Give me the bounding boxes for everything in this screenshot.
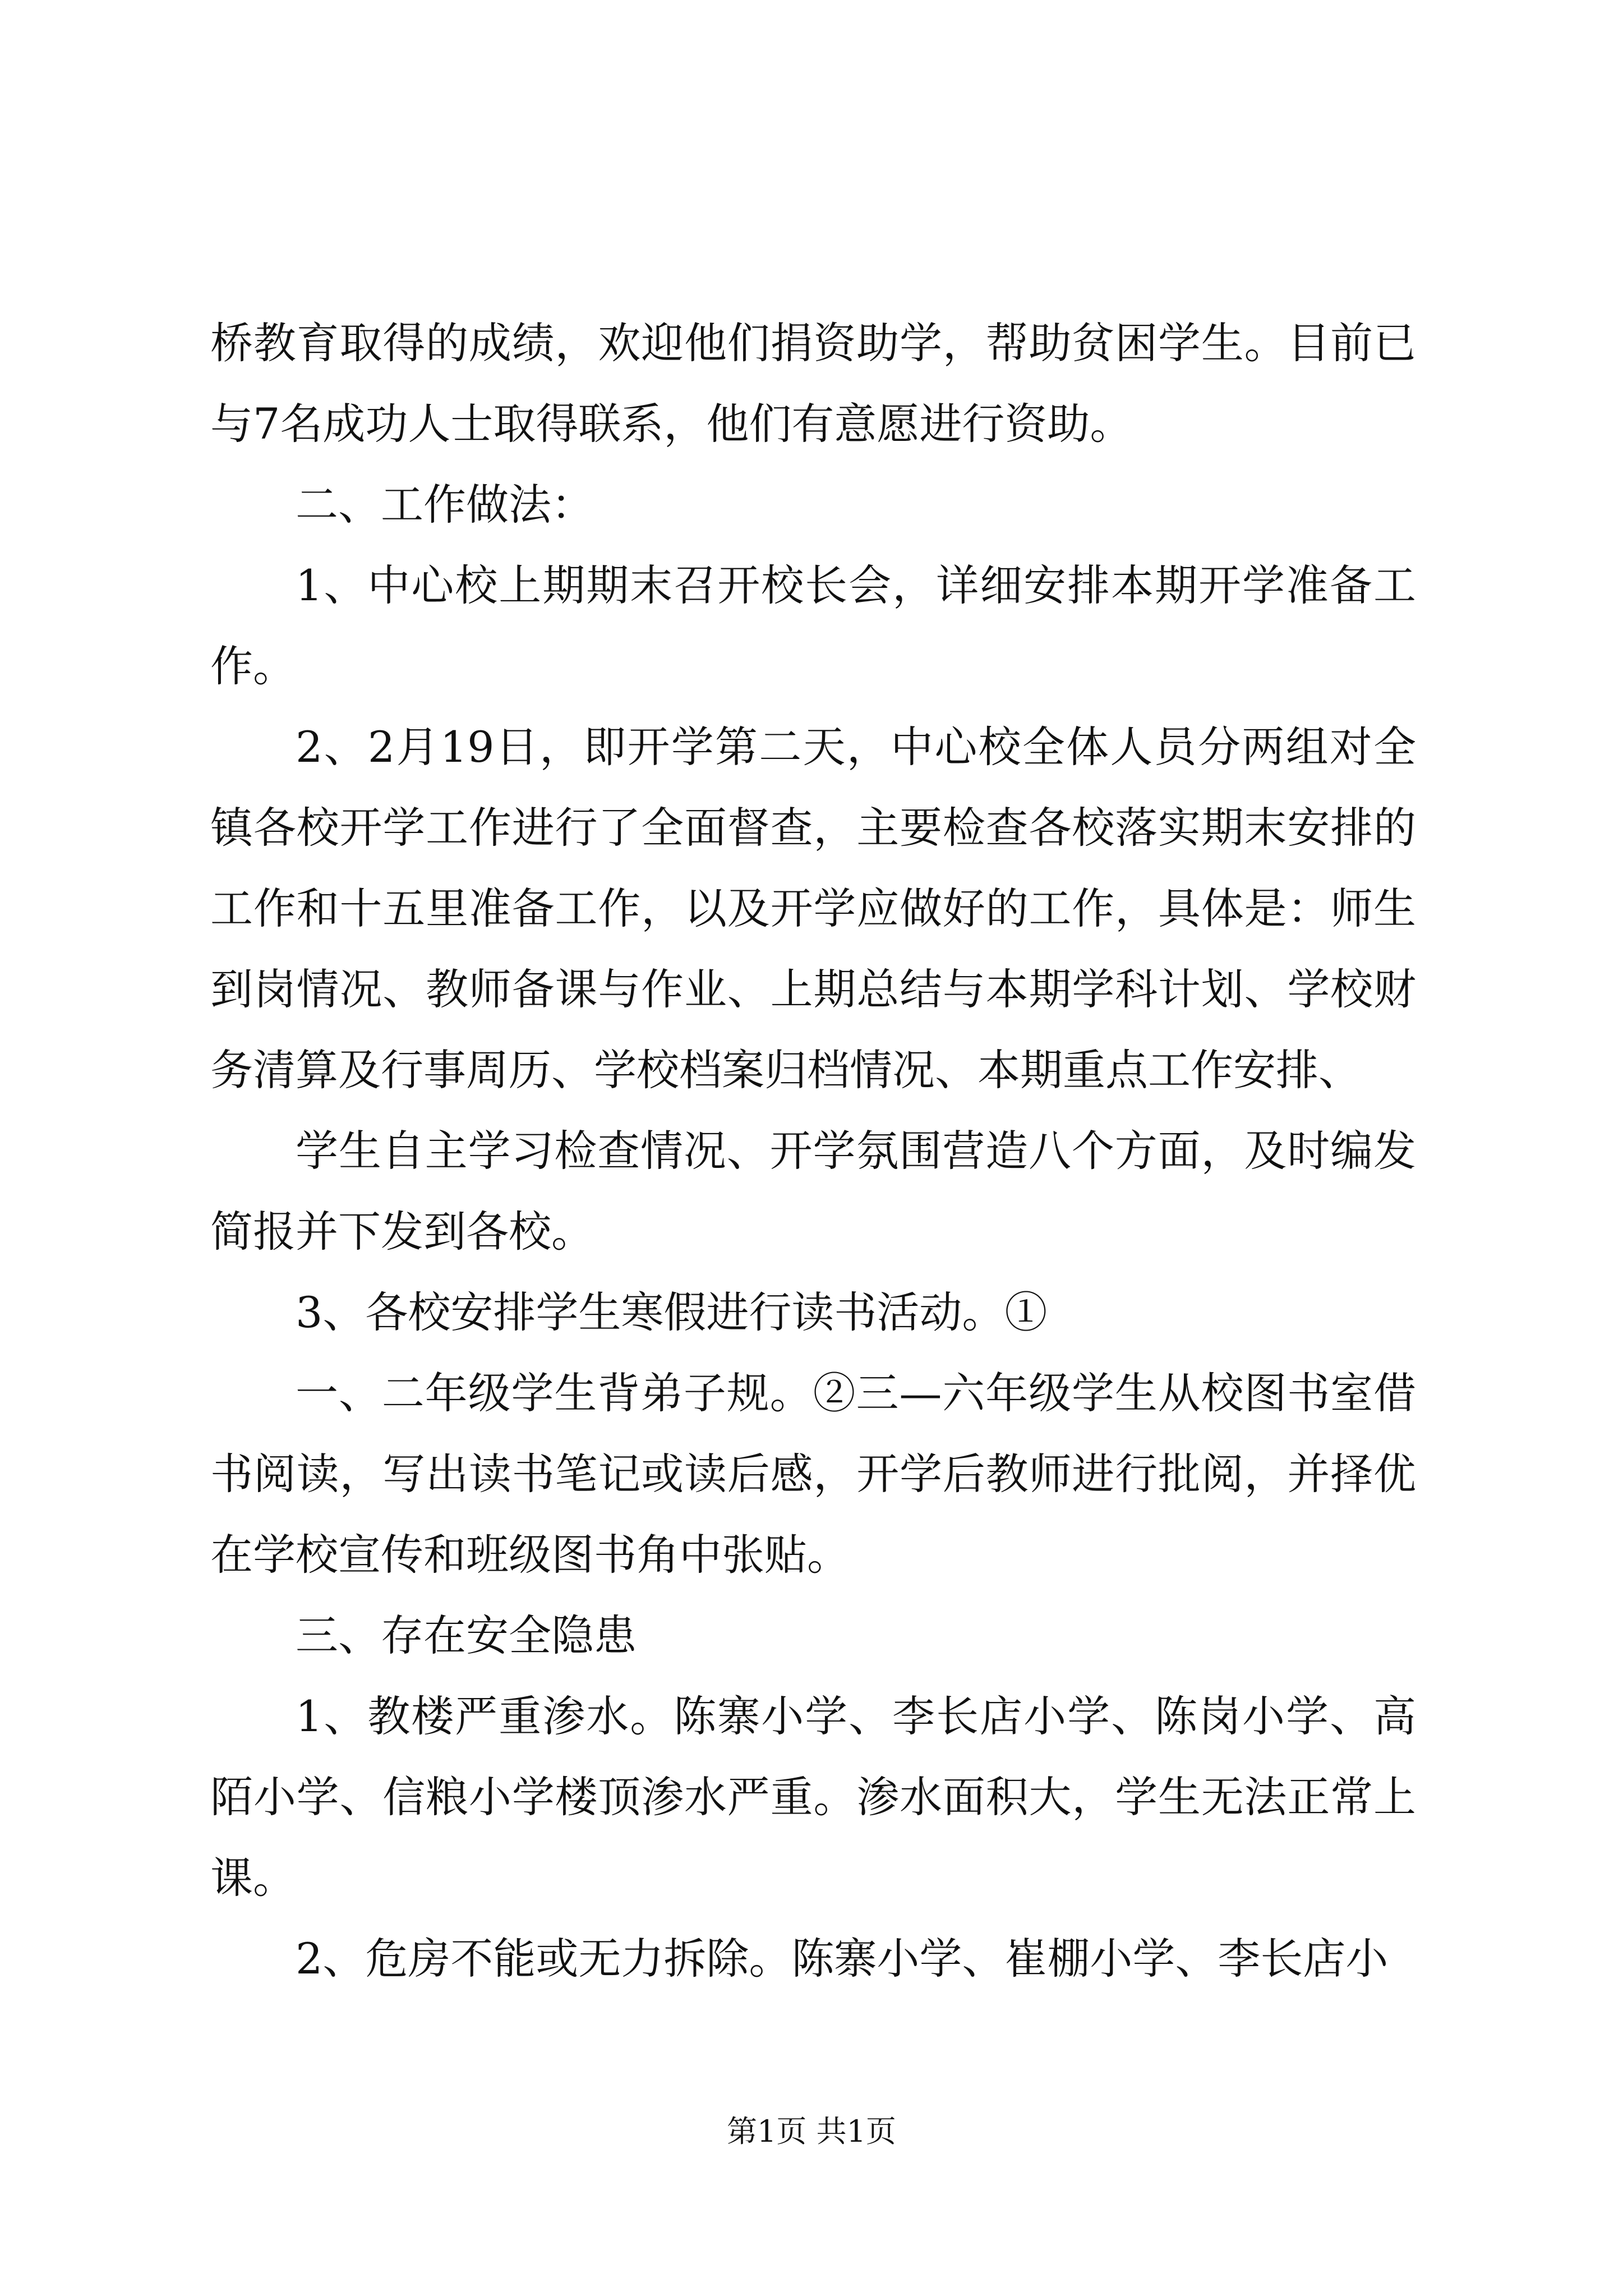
paragraph-item-3: 3、各校安排学生寒假进行读书活动。① bbox=[296, 1287, 1048, 1337]
section-heading-safety-hazards: 三、存在安全隐患 bbox=[296, 1611, 637, 1660]
paragraph-item-2-continued: 学生自主学习检查情况、开学氛围营造八个方面，及时编发简报并下发到各校。 bbox=[210, 1126, 1416, 1257]
paragraph-item-1: 1、中心校上期期末召开校长会，详细安排本期开学准备工作。 bbox=[210, 560, 1416, 691]
page-footer: 第1页 共1页 bbox=[727, 2114, 896, 2149]
paragraph-1: 桥教育取得的成绩，欢迎他们捐资助学，帮助贫困学生。目前已与7名成功人士取得联系，他们有意愿进行资助。 bbox=[210, 318, 1416, 449]
section-heading-work-methods: 二、工作做法： bbox=[296, 480, 594, 530]
document-body bbox=[210, 303, 1416, 1999]
paragraph-hazard-1: 1、教楼严重渗水。陈寨小学、李长店小学、陈岗小学、高陌小学、信粮小学楼顶渗水严重。渗水面积大，学生无法正常上课。 bbox=[210, 1691, 1416, 1903]
paragraph-hazard-2: 2、危房不能或无力拆除。陈寨小学、崔棚小学、李长店小 bbox=[296, 1934, 1389, 1984]
paragraph-item-3-continued: 一、二年级学生背弟子规。②三—六年级学生从校图书室借书阅读，写出读书笔记或读后感，开学后教师进行批阅，并择优在学校宣传和班级图书角中张贴。 bbox=[210, 1368, 1416, 1580]
paragraph-item-2: 2、2月19日，即开学第二天，中心校全体人员分两组对全镇各校开学工作进行了全面督查，主要检查各校落实期末安排的工作和十五里准备工作，以及开学应做好的工作，具体是：师生到岗情况、教师备课与作业、上期总结与本期学科计划、学校财务清算及行事周历、学校档案归档情况、本期重点工作安排、 bbox=[210, 722, 1416, 1095]
